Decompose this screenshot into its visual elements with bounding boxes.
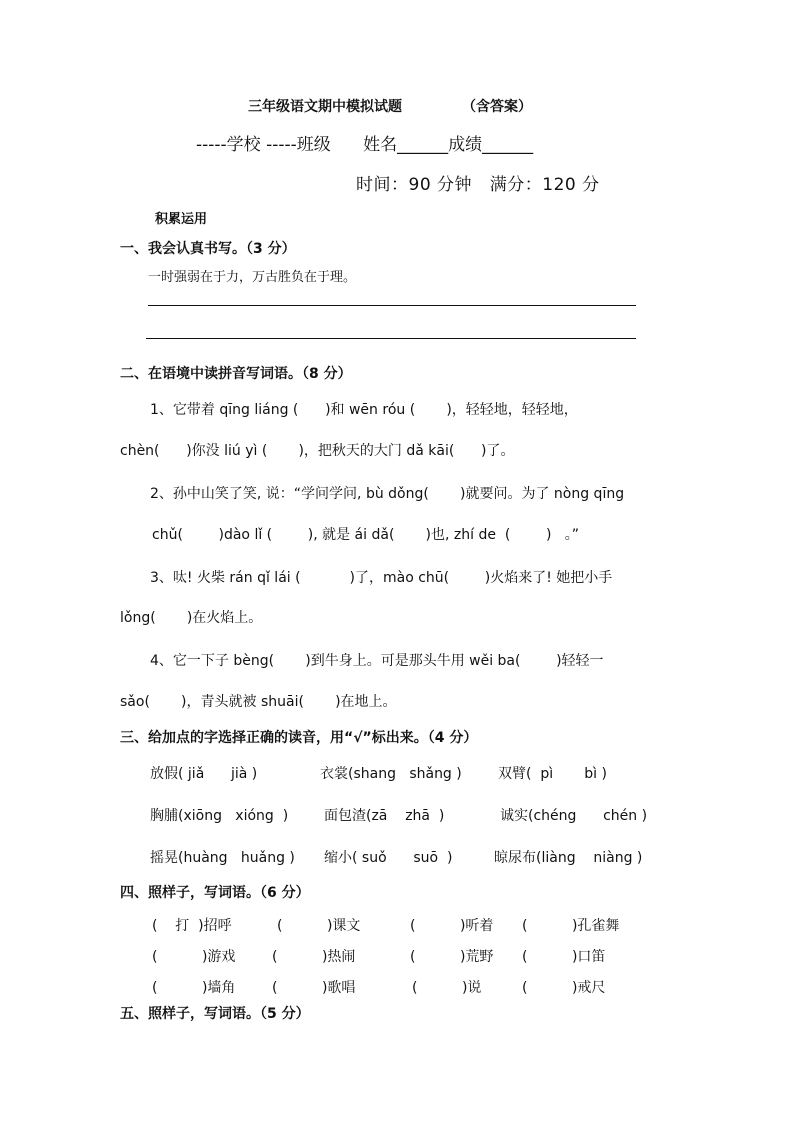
q4-item: ( 打 )招呼 [152, 918, 232, 934]
q3-item: 面包渣(zā zhā ) [324, 808, 445, 824]
q2-line: sǎo( )，青头就被 shuāi( )在地上。 [120, 694, 397, 710]
q4-item: ( )热闹 [272, 949, 356, 965]
q3-item: 胸脯(xiōng xióng ) [150, 808, 289, 824]
exam-title: 三年级语文期中模拟试题 [248, 99, 402, 115]
q3-item: 晾尿布(liàng niàng ) [494, 850, 643, 866]
q4-item: ( )墙角 [152, 980, 236, 996]
q4-item: ( )游戏 [152, 949, 236, 965]
q2-line: lǒng( )在火焰上。 [120, 610, 263, 626]
q3-item: 诚实(chéng chén ) [500, 808, 648, 824]
q4-item: ( )荒野 [410, 949, 494, 965]
exam-title-note: （含答案） [462, 99, 532, 115]
section-label: 积累运用 [155, 212, 208, 227]
q2-line: 4、它一下子 bèng( )到牛身上。可是那头牛用 wěi ba( )轻轻一 [150, 653, 604, 669]
q3-item: 摇晃(huàng huǎng ) [150, 850, 295, 866]
time-score-line: 时间：90 分钟 满分：120 分 [356, 175, 600, 195]
student-info-line: -----学校 -----班级 姓名______成绩______ [196, 135, 534, 155]
q2-line: 2、孙中山笑了笑, 说：“学问学问, bù dǒng( )就要问。为了 nòng qīng [150, 486, 625, 502]
q4-item: ( )歌唱 [272, 980, 356, 996]
q4-item: ( )听着 [410, 918, 494, 934]
q3-item: 双臂( pì bì ) [498, 766, 607, 782]
q2-line: 3、呔! 火柴 rán qǐ lái ( )了，mào chū( )火焰来了! 她把小手 [150, 570, 613, 586]
q4-item: ( )戒尺 [522, 980, 606, 996]
q2-line: chǔ( )dào lǐ ( ), 就是 ái dǎ( )也, zhí de ( ) 。” [152, 527, 580, 543]
q3-item: 衣裳(shang shǎng ) [320, 766, 462, 782]
q4-item: ( )口笛 [522, 949, 606, 965]
q4-item: ( )孔雀舞 [522, 918, 620, 934]
writing-line [148, 305, 636, 306]
q3-item: 放假( jiǎ jià ) [150, 766, 258, 782]
q2-line: chèn( )你没 liú yì ( )，把秋天的大门 dǎ kāi( )了。 [120, 443, 515, 459]
q1-copy-text: 一时强弱在于力，万古胜负在于理。 [148, 270, 357, 285]
q3-heading: 三、给加点的字选择正确的读音，用“√”标出来。（4 分） [120, 730, 478, 746]
q2-heading: 二、在语境中读拼音写词语。（8 分） [120, 366, 352, 382]
q1-heading: 一、我会认真书写。（3 分） [120, 241, 296, 257]
q3-item: 缩小( suǒ suō ) [324, 850, 453, 866]
q4-item: ( )说 [412, 980, 482, 996]
q2-line: 1、它带着 qīng liáng ( )和 wēn róu ( )，轻轻地，轻轻地， [150, 402, 578, 418]
q4-heading: 四、照样子，写词语。（6 分） [120, 885, 310, 901]
q4-item: ( )课文 [277, 918, 361, 934]
q5-heading: 五、照样子，写词语。（5 分） [120, 1006, 310, 1022]
writing-line [146, 338, 636, 339]
